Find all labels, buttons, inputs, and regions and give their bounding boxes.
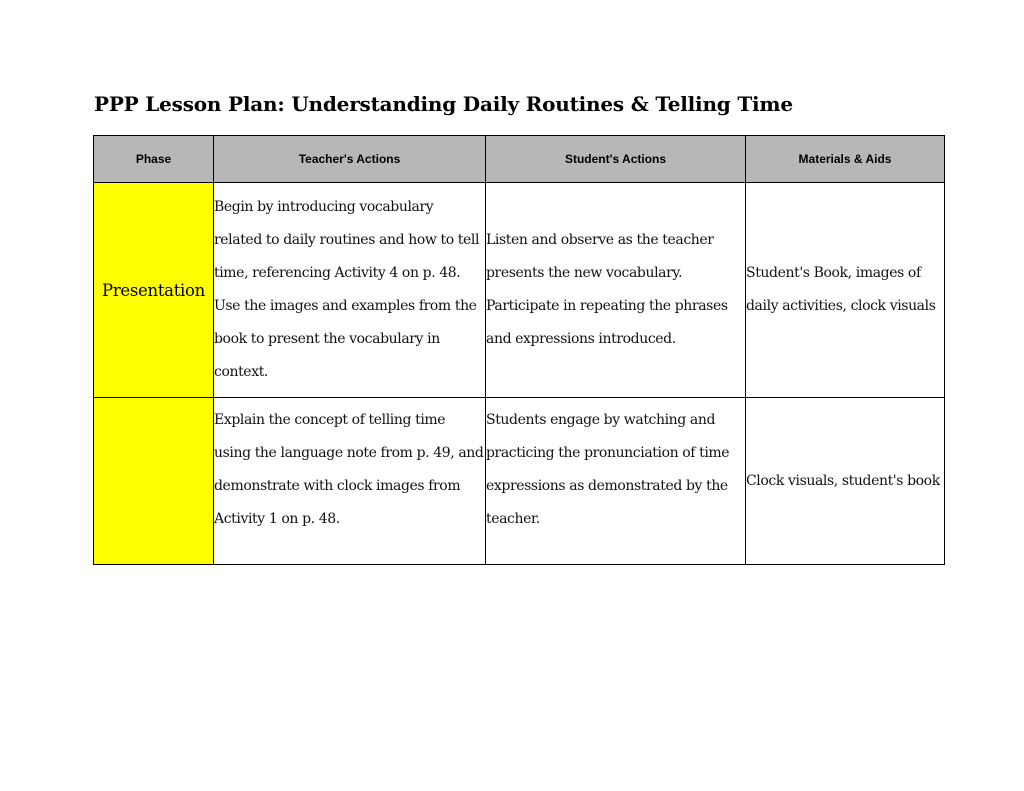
materials-cell: Student's Book, images of daily activities, clock visuals: [746, 183, 945, 398]
header-materials-aids: Materials & Aids: [746, 136, 945, 183]
student-actions-cell: Students engage by watching and practicing the pronunciation of time expressions as demonstrated by the teacher.: [486, 398, 746, 565]
table-row: [94, 183, 945, 398]
table-header-row: [94, 136, 945, 183]
document-title: PPP Lesson Plan: Understanding Daily Routines & Telling Time: [94, 92, 793, 116]
student-actions-cell: Listen and observe as the teacher presents the new vocabulary. Participate in repeating the phrases and expressions introduced.: [486, 183, 746, 398]
header-student-actions: Student's Actions: [486, 136, 746, 183]
teacher-actions-cell: Begin by introducing vocabulary related to daily routines and how to tell time, referencing Activity 4 on p. 48. Use the images and examples from the book to present the vocabulary in context.: [214, 183, 486, 398]
teacher-actions-cell: Explain the concept of telling time using the language note from p. 49, and demonstrate with clock images from Activity 1 on p. 48.: [214, 398, 486, 565]
table-row: [94, 398, 945, 565]
phase-cell: Presentation: [94, 183, 214, 398]
header-phase: Phase: [94, 136, 214, 183]
lesson-plan-table: [93, 135, 945, 565]
phase-cell: [94, 398, 214, 565]
header-teacher-actions: Teacher's Actions: [214, 136, 486, 183]
materials-cell: Clock visuals, student's book: [746, 398, 945, 565]
